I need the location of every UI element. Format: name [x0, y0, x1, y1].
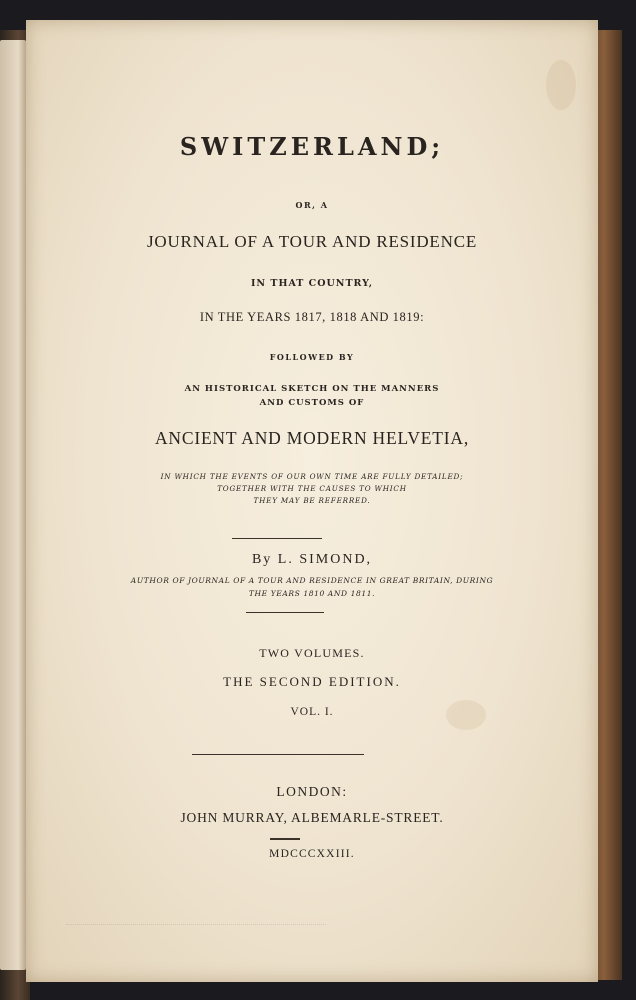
divider-rule	[246, 612, 324, 613]
subject-heading: ANCIENT AND MODERN HELVETIA,	[154, 428, 470, 448]
historical-sketch-line-2: AND CUSTOMS OF	[259, 398, 365, 408]
author-note-line-2: THE YEARS 1810 AND 1811.	[248, 589, 376, 598]
author-note-line-1: AUTHOR OF JOURNAL OF A TOUR AND RESIDENCE IN GREAT BRITAIN, DURING	[130, 576, 494, 585]
author-byline: By L. SIMOND,	[251, 552, 373, 567]
divider-rule	[192, 754, 364, 755]
subtitle-country: IN THAT COUNTRY,	[250, 278, 374, 289]
historical-sketch-line-1: AN HISTORICAL SKETCH ON THE MANNERS	[184, 384, 440, 394]
followed-by-text: FOLLOWED BY	[269, 352, 355, 362]
volumes-text: TWO VOLUMES.	[259, 646, 365, 660]
edition-text: THE SECOND EDITION.	[223, 674, 401, 689]
or-a-text: OR, A	[295, 200, 329, 210]
book-title: SWITZERLAND;	[179, 132, 445, 161]
title-page	[26, 20, 598, 982]
volume-number: VOL. I.	[290, 706, 334, 718]
left-page-edge	[0, 40, 26, 970]
publication-place: LONDON:	[276, 784, 348, 799]
publication-date: MDCCCXXIII.	[269, 848, 355, 860]
foxing-stain	[546, 60, 576, 110]
detail-line-3: THEY MAY BE REFERRED.	[253, 496, 371, 505]
detail-line-2: TOGETHER WITH THE CAUSES TO WHICH	[217, 484, 407, 493]
subtitle-journal: JOURNAL OF A TOUR AND RESIDENCE	[146, 232, 478, 251]
short-rule	[270, 838, 300, 840]
divider-rule	[232, 538, 322, 539]
detail-line-1: IN WHICH THE EVENTS OF OUR OWN TIME ARE FULLY DETAILED;	[160, 472, 464, 481]
subtitle-years: IN THE YEARS 1817, 1818 AND 1819:	[199, 310, 425, 324]
publisher-name: JOHN MURRAY, ALBEMARLE-STREET.	[180, 810, 444, 825]
faint-pencil-inscription	[66, 888, 326, 925]
